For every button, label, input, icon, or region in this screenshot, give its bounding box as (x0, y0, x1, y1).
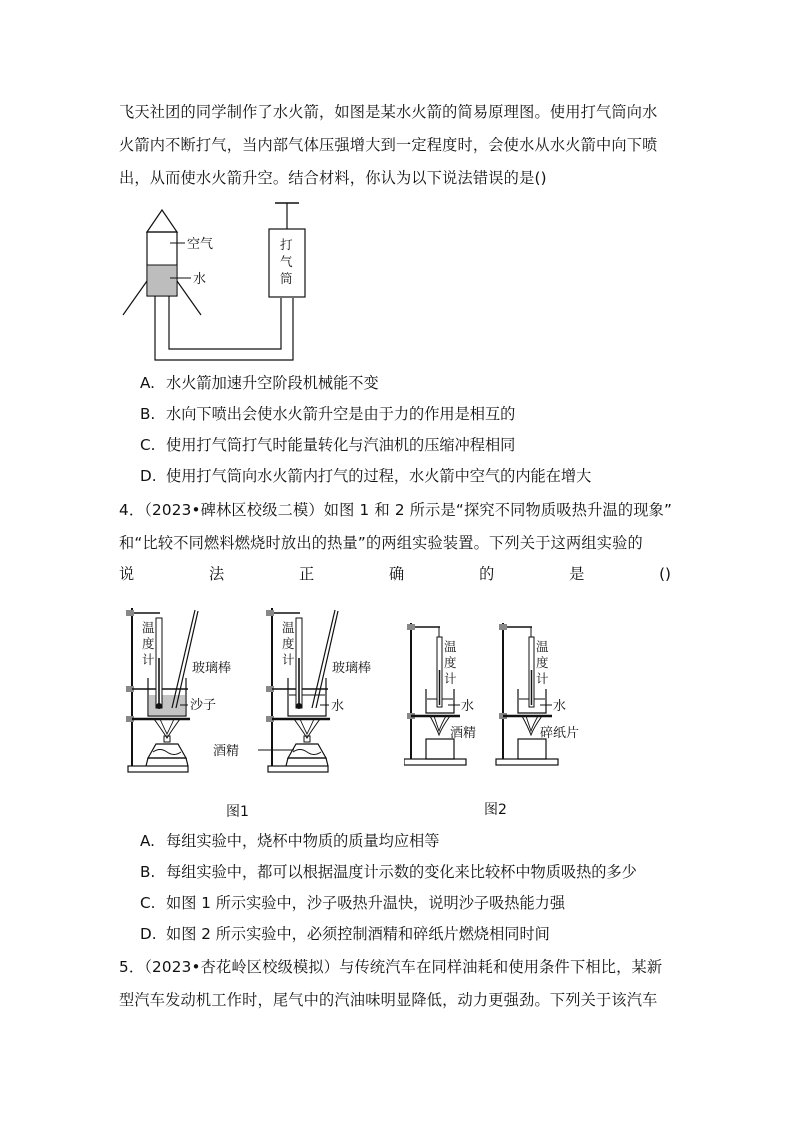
figure-1-caption: 图1 (226, 804, 249, 820)
q4-option-b-text: 每组实验中，都可以根据温度计示数的变化来比较杯中物质吸热的多少 (166, 863, 637, 881)
f1-alcohol-label: 酒精 (213, 744, 240, 759)
q3-option-d-letter: D. (140, 467, 157, 485)
q3-option-d-text: 使用打气筒向水火箭内打气的过程，水火箭中空气的内能在增大 (166, 467, 592, 485)
q4-line-3 (119, 558, 671, 591)
water-rocket-figure (115, 195, 335, 370)
pump-label-3: 筒 (280, 271, 293, 286)
f1-left-thermo-3: 计 (142, 652, 155, 667)
q4-line-1: 4．（2023•碑林区校级二模）如图 1 和 2 所示是“探究不同物质吸热升温的现象” (119, 501, 673, 519)
q3-line-2: 火箭内不断打气，当内部气体压强增大到一定程度时，会使水从水火箭中向下喷 (119, 136, 658, 154)
q3-option-d (140, 465, 680, 487)
q4-option-b (140, 861, 680, 883)
f2-right-thermo-3: 计 (536, 671, 549, 686)
q4-char-7: () (659, 565, 671, 583)
f2-left-thermo-1: 温 (444, 639, 457, 654)
f1-water-label: 水 (331, 699, 345, 714)
q3-option-b-text: 水向下喷出会使水火箭升空是由于力的作用是相互的 (166, 405, 516, 423)
q4-option-a-text: 每组实验中，烧杯中物质的质量均应相等 (166, 832, 440, 850)
q4-option-c (140, 892, 680, 914)
q4-line-2: 和“比较不同燃料燃烧时放出的热量”的两组实验装置。下列关于这两组实验的 (119, 534, 643, 552)
f2-right-thermo-2: 度 (536, 655, 549, 670)
f1-sand-label: 沙子 (190, 698, 217, 713)
q3-option-c-text: 使用打气筒打气时能量转化与汽油机的压缩冲程相同 (166, 436, 516, 454)
q3-line-1: 飞天社团的同学制作了水火箭，如图是某水火箭的简易原理图。使用打气筒向水 (119, 103, 658, 121)
q4-option-c-text: 如图 1 所示实验中，沙子吸热升温快，说明沙子吸热能力强 (166, 894, 566, 912)
f1-left-rod-label: 玻璃棒 (192, 661, 232, 676)
f2-left-thermo-3: 计 (444, 671, 457, 686)
q4-char-1: 说 (119, 565, 135, 583)
figure-2-caption: 图2 (484, 802, 507, 818)
q4-char-6: 是 (569, 565, 585, 583)
q4-option-d-text: 如图 2 所示实验中，必须控制酒精和碎纸片燃烧相同时间 (166, 925, 550, 943)
f1-right-rod-label: 玻璃棒 (332, 661, 372, 676)
q5-line-2: 型汽车发动机工作时，尾气中的汽油味明显降低，动力更强劲。下列关于该汽车 (119, 991, 658, 1009)
figure-2 (404, 615, 604, 775)
f2-alcohol-label: 酒精 (450, 726, 477, 741)
q3-option-a-letter: A. (140, 374, 155, 392)
f2-paper-label: 碎纸片 (540, 726, 580, 741)
q3-line-3: 出，从而使水火箭升空。结合材料，你认为以下说法错误的是() (119, 169, 547, 187)
pump-label-1: 打 (280, 237, 293, 252)
q3-option-c-letter: C. (140, 436, 156, 454)
q4-option-d (140, 923, 680, 945)
q3-option-a-text: 水火箭加速升空阶段机械能不变 (166, 374, 379, 392)
pump-label-2: 气 (280, 254, 293, 269)
q3-option-b (140, 403, 680, 425)
q4-char-3: 正 (299, 565, 315, 583)
figure-1 (118, 598, 398, 780)
f1-right-thermo-3: 计 (282, 652, 295, 667)
q4-option-d-letter: D. (140, 925, 157, 943)
q4-option-c-letter: C. (140, 894, 156, 912)
q4-option-a-letter: A. (140, 832, 155, 850)
f1-right-thermo-2: 度 (282, 636, 295, 651)
q4-char-2: 法 (209, 565, 225, 583)
q4-option-b-letter: B. (140, 863, 156, 881)
f2-left-water-label: 水 (461, 699, 475, 714)
q3-option-b-letter: B. (140, 405, 156, 423)
q4-stem (119, 494, 675, 560)
f1-left-thermo-1: 温 (142, 620, 155, 635)
f1-left-thermo-2: 度 (142, 636, 155, 651)
f2-right-thermo-1: 温 (536, 639, 549, 654)
water-label: 水 (193, 272, 207, 287)
q4-char-5: 的 (479, 565, 495, 583)
q3-option-a (140, 372, 680, 394)
q4-char-4: 确 (389, 565, 405, 583)
q3-stem (119, 96, 675, 195)
f2-left-thermo-2: 度 (444, 655, 457, 670)
air-label: 空气 (187, 237, 214, 252)
q5-line-1: 5．（2023•杏花岭区校级模拟）与传统汽车在同样油耗和使用条件下相比，某新 (119, 958, 663, 976)
q5-stem (119, 951, 675, 1017)
q3-option-c (140, 434, 680, 456)
q4-option-a (140, 830, 680, 852)
f2-right-water-label: 水 (553, 699, 567, 714)
f1-right-thermo-1: 温 (282, 620, 295, 635)
